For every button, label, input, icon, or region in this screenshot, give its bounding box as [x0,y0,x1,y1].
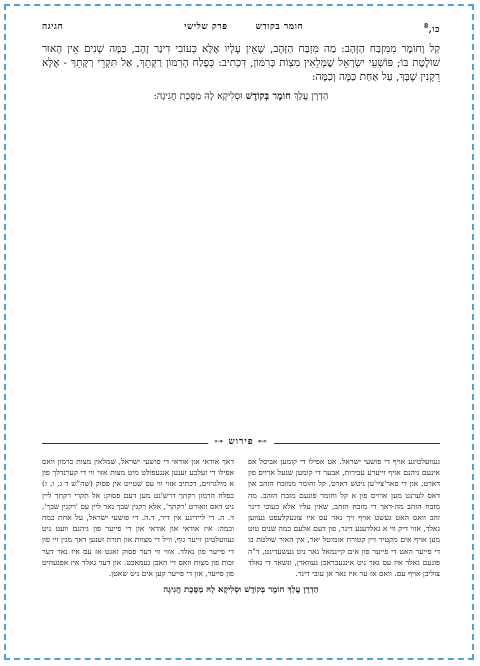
running-title [184,20,303,34]
hadran-line: הַדְרָן עֲלָךְ חוֹמֶר בְּקוֹדֶשׁ וּסְלִיקָא לָהּ מַסֶּכֶת חֲגִיגָה: [153,91,329,102]
commentary-columns [42,456,440,579]
page-number: כו,$^8$ [423,23,440,35]
running-title-chapter-number: פרק שלישי [184,22,228,32]
commentary-title: ⊶ פירוש ⊷ [208,436,274,447]
commentary-column-right: געוועלטיגע אויף די פושעי ישראל. אט אפילו די קומען אביסל אפ אינעם גיהנם אויף זייערע עבירות, אבער די קומען שנעל ארויס פון דארט, און די פאר'ציי'ען ניטש דארט, קל וחומר ממזבח הזהב און דאס לערנט מען ארויס פון א קל וחומר פונעם מזבח הזהב. מה מזבח הזהב מה-דאך די מזבח הזהב, שאין עליו אלא כעובי דינר זהב וואס האט געשט אויף זיך נאר עס איז צוגעקלעפט געווען גאלד, אזוי דיק ווי א גאלדענע דינר, פון דעם אלעם כמה שנים טוט מען אויף אים מקטיר זיין קטורת אומיטל יאר, אין האור שולטת בו די פייער האט די פייער פון אים קיינמאל גאר ניט געשעדיגט, ד"ה פונעם גאלד איז עס גאר ניט אינגעבראכן געווארן, ונשאר די גאלד צוליבן אויף עם. וואס אז ער איז נאר אן עובי דינר. [248,457,440,579]
running-title-chapter-name: חומר בקודש [255,22,304,32]
ornament-icon: ⊷ [214,437,225,447]
hadran-bottom-line: הַדְרָן עֲלָךְ חוֹמֶר בְּקוֹדֶשׁ וּסְלִיקָא לָהּ מַסֶּכֶת חֲגִיגָה [163,585,319,596]
commentary-section [42,437,440,595]
running-header [42,20,440,34]
commentary-column-left: דאך אודאי און אודאי די פושעי ישראל, שמלאין מצות כרמון וואס אפילו די זעלבע זענען אנגעפולט מיט מצות אזוי ווי די קערנדלך פון א מילגרוים, דכתיב אזוי ווי עס שטייט אין פסוק (שה"ש ד ג, ו, ז) כפלח הרמון רקתך דרש'נט מען דעם פסוק: אל תקרי רקתך ליין ניט דאס וואורט 'רקתך', אלא רקנין שבך נאר ליין עס 'רקנין שבך', ד. ה. די ליידיגע אין דיר, ד.ה. די פושעי ישראל, על אחת כמה וכמה: איז אודאי און אודאי און די פייער פון גיהנם וועט ניט געוועלטיגן זייער גוף, וויל די מצוות און תורה זענען דאך מגין זיי פון די פייער פון גאלד. אזוי ווי דער פסוק זאגט אז עס איז נאר דער זכות פון מצות וואס זיי האבן געמאכט. און דער גאלד איז אפגעהיט פון פייער, און די פייער קען אים ניט שאטן. [42,457,234,579]
ornament-icon: ⊶ [257,437,268,447]
mishnah-paragraph: קַל וָחוֹמֶר מִמִּזְבַּח הַזָּהָב: מַה מִּזְבַּח הַזָּהָב, שֶׁאֵין עָלָיו אֶלָּא כְּעוֹבִי דִינַר זָהָב, כַּמָּה שָׁנִים אֵין הָאוּר שׁוֹלֶטֶת בּוֹ; פּוֹשְׁעֵי יִשְׂרָאֵל שֶׁמְּלֵאִין מִצְוֹת כָּרִמּוֹן, דִּכְתִיב: כְּפֶלַח הָרִמּוֹן רַקָּתֵךְ, אַל תִּקְרֵי רַקָּתֵךְ - אֶלָּא רֵקָנִין שֶׁבָּךְ, עַל אַחַת כַּמָּה וְכַמָּה: [42,43,440,83]
tractate-name: חגיגה [42,22,64,32]
page-content [42,20,440,646]
mishnah-text [42,42,440,84]
commentary-divider [42,437,440,456]
